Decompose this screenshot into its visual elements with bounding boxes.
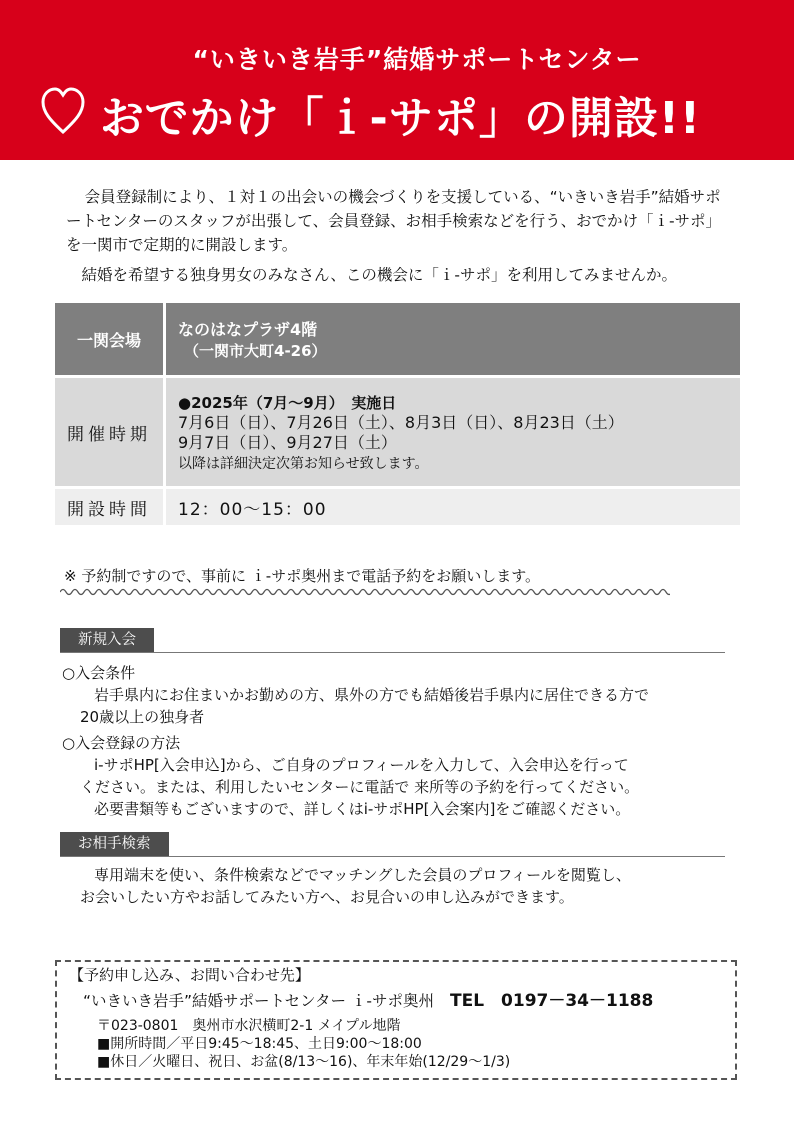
method-text-3: 必要書類等もございますので、詳しくはi-サポHP[入会案内]をご確認ください。 (94, 800, 631, 818)
wavy-underline (60, 586, 670, 598)
contact-details (97, 1017, 510, 1071)
partner-search-text-1: 専用端末を使い、条件検索などでマッチングした会員のプロフィールを閲覧し、 (94, 866, 631, 884)
partner-search-section-header (60, 832, 725, 857)
contact-tel[interactable]: TEL 0197－34－1188 (450, 991, 654, 1011)
new-member-body (62, 662, 742, 820)
partner-search-section-title: お相手検索 (60, 832, 169, 856)
intro-paragraph-2: 結婚を希望する独身男女のみなさん、この機会に「ｉ-サポ」を利用してみませんか。 (81, 266, 678, 284)
intro-paragraph-1: 会員登録制により、１対１の出会いの機会づくりを支援している、“いきいき岩手”結婚サポートセンターのスタッフが出張して、会員登録、お相手検索などを行う、おでかけ「ｉ-サポ」を一関市で定期的に開設します。 (66, 188, 722, 254)
hours-row (55, 488, 740, 526)
method-text-2: ください。または、利用したいセンターに電話で 来所等の予約を行ってください。 (80, 778, 640, 796)
dates-heading: ●2025年（7月～9月） 実施日 (178, 393, 397, 412)
dates-note: 以降は詳細決定次第お知らせ致します。 (178, 455, 429, 472)
hours-value: 12：00～15：00 (165, 488, 741, 526)
condition-title: ○入会条件 (62, 664, 136, 682)
partner-search-text-2: お会いしたい方やお話してみたい方へ、お見合いの申し込みができます。 (80, 888, 574, 906)
contact-heading: 【予約申し込み、お問い合わせ先】 (69, 966, 310, 984)
contact-hours: ■開所時間／平日9:45～18:45、土日9:00～18:00 (97, 1036, 422, 1052)
venue-row (55, 303, 740, 377)
venue-value (165, 303, 741, 377)
reservation-notice: ※ 予約制ですので、事前に ｉ-サポ奥州まで電話予約をお願いします。 (64, 567, 541, 585)
intro (66, 185, 736, 287)
method-text-1: i-サポHP[入会申込]から、ご自身のプロフィールを入力して、入会申込を行って (94, 756, 629, 774)
condition-text-1: 岩手県内にお住まいかお勤めの方、県外の方でも結婚後岩手県内に居住できる方で (94, 686, 650, 704)
new-member-section-header (60, 628, 725, 653)
header-subtitle: “いきいき岩手”結婚サポートセンター (192, 45, 642, 74)
method-title: ○入会登録の方法 (62, 734, 181, 752)
contact-org-line (83, 986, 653, 1011)
header-banner (0, 0, 794, 160)
new-member-section-title: 新規入会 (60, 628, 154, 652)
header-title: おでかけ「ｉ-サポ」の開設!! (100, 93, 701, 144)
contact-box (55, 960, 737, 1080)
contact-org: “いきいき岩手”結婚サポートセンター ｉ-サポ奥州 (83, 992, 434, 1010)
partner-search-body (62, 864, 742, 908)
venue-name: なのはなプラザ4階 (178, 320, 318, 339)
hours-label: 開設時間 (55, 488, 165, 526)
venue-label: 一関会場 (55, 303, 165, 377)
dates-value (165, 377, 741, 488)
heart-icon (40, 86, 86, 136)
dates-line-1: 7月6日（日）、7月26日（土）、8月3日（日）、8月23日（土） (178, 412, 624, 432)
dates-line-2: 9月7日（日）、9月27日（土） (178, 432, 397, 452)
dates-label: 開催時期 (55, 377, 165, 488)
condition-text-2: 20歳以上の独身者 (80, 708, 205, 726)
dates-row (55, 377, 740, 488)
info-table (55, 303, 740, 525)
contact-address: 〒023-0801 奥州市水沢横町2-1 メイプル地階 (97, 1018, 401, 1034)
banner-torn-edge (0, 148, 794, 162)
contact-holidays: ■休日／火曜日、祝日、お盆(8/13～16)、年末年始(12/29～1/3) (97, 1054, 511, 1070)
venue-address: （一関市大町4-26） (184, 342, 327, 360)
